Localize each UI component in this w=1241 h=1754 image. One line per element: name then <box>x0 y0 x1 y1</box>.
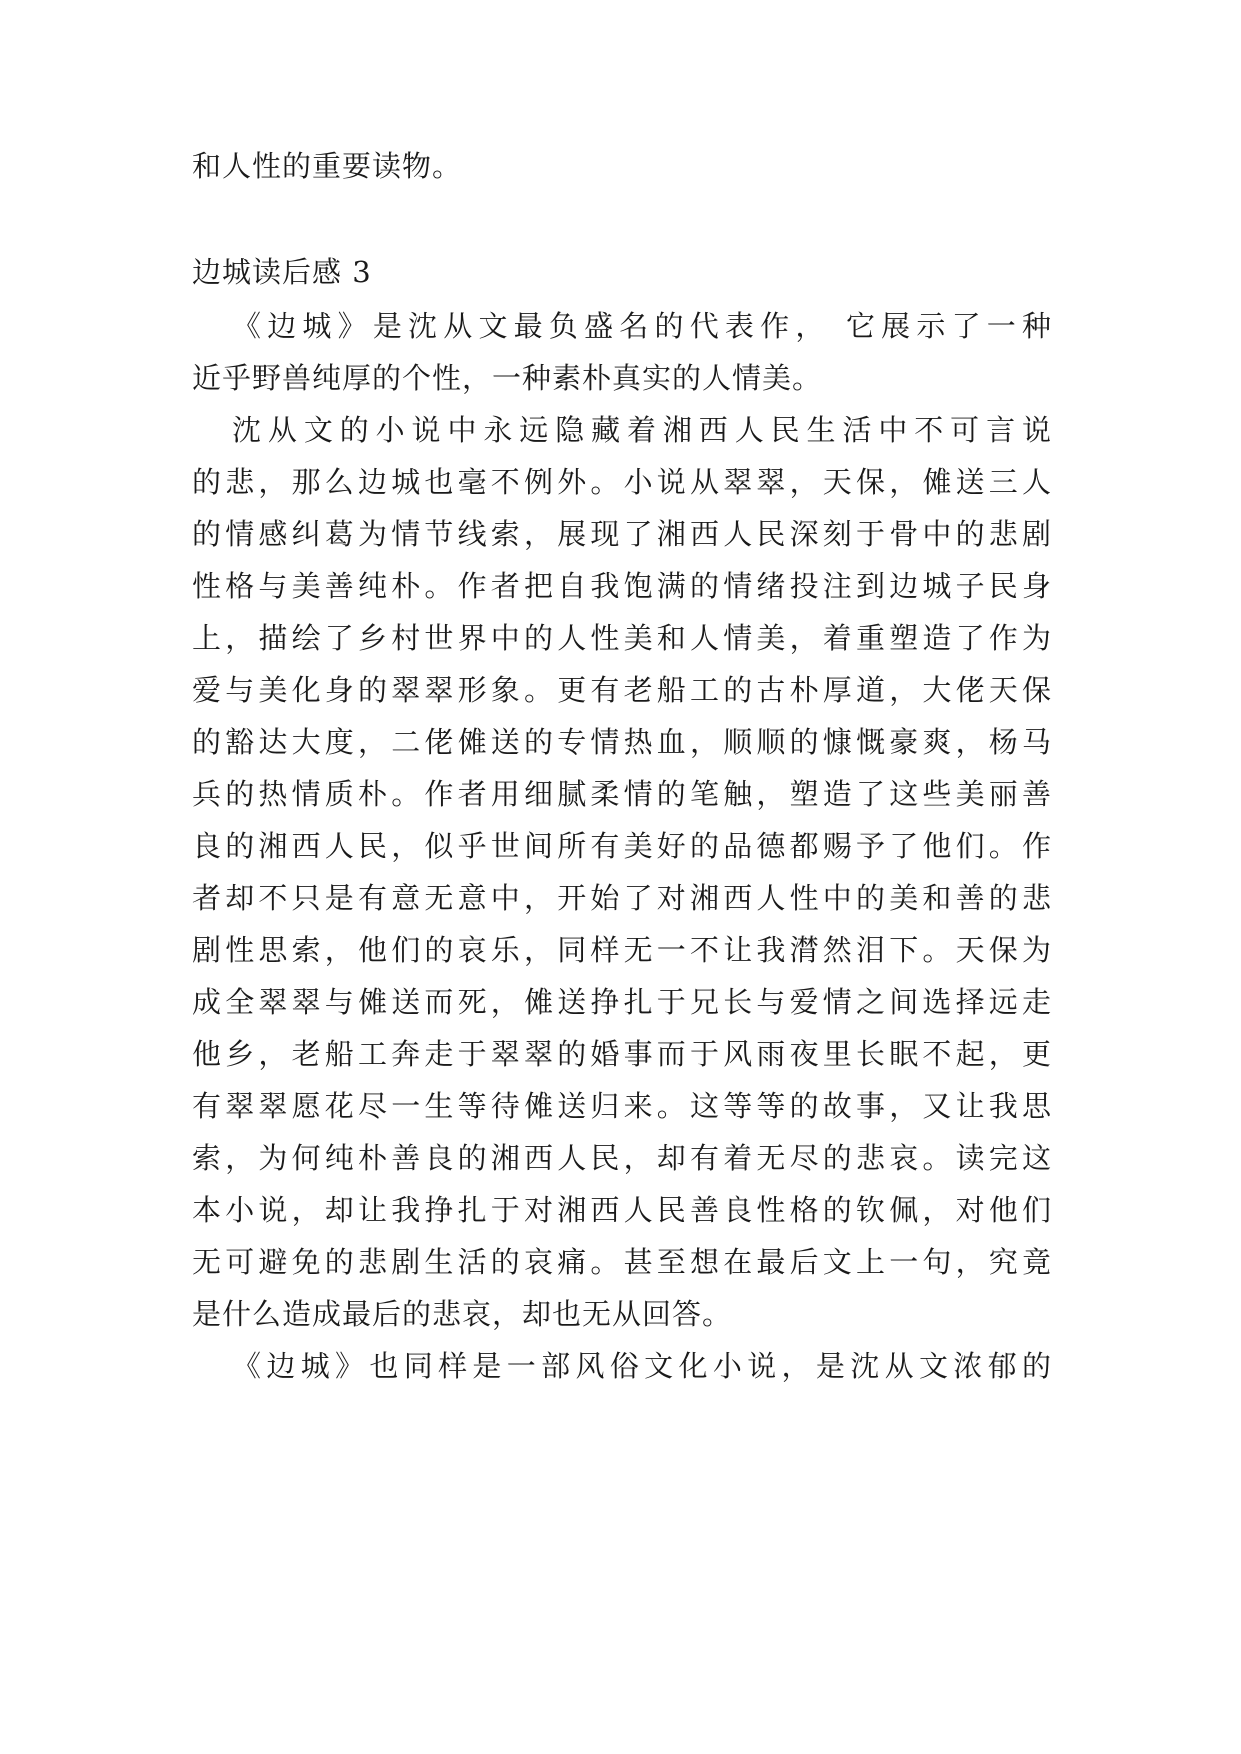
paragraph-line: 有翠翠愿花尽一生等待傩送归来。这等等的故事，又让我思 <box>192 1089 1052 1123</box>
paragraph-line: 剧性思索，他们的哀乐，同样无一不让我潸然泪下。天保为 <box>192 933 1052 967</box>
paragraph-line: 成全翠翠与傩送而死，傩送挣扎于兄长与爱情之间选择远走 <box>192 985 1052 1019</box>
paragraph-line: 《边城》是沈从文最负盛名的代表作， 它展示了一种 <box>232 309 1052 343</box>
paragraph-line: 的豁达大度，二佬傩送的专情热血，顺顺的慷慨豪爽，杨马 <box>192 725 1052 759</box>
intro-line: 和人性的重要读物。 <box>192 149 463 183</box>
paragraph-line: 无可避免的悲剧生活的哀痛。甚至想在最后文上一句，究竟 <box>192 1245 1052 1279</box>
paragraph-line: 沈从文的小说中永远隐藏着湘西人民生活中不可言说 <box>232 413 1052 447</box>
paragraph-line: 的情感纠葛为情节线索，展现了湘西人民深刻于骨中的悲剧 <box>192 517 1052 551</box>
paragraph-line: 上，描绘了乡村世界中的人性美和人情美，着重塑造了作为 <box>192 621 1052 655</box>
paragraph-line: 性格与美善纯朴。作者把自我饱满的情绪投注到边城子民身 <box>192 569 1052 603</box>
paragraph-line: 本小说，却让我挣扎于对湘西人民善良性格的钦佩，对他们 <box>192 1193 1052 1227</box>
paragraph-line: 者却不只是有意无意中，开始了对湘西人性中的美和善的悲 <box>192 881 1052 915</box>
paragraph-line: 《边城》也同样是一部风俗文化小说，是沈从文浓郁的 <box>232 1349 1052 1383</box>
section-title: 边城读后感 3 <box>192 255 372 289</box>
paragraph-line: 他乡，老船工奔走于翠翠的婚事而于风雨夜里长眠不起，更 <box>192 1037 1052 1071</box>
paragraph-line: 的悲，那么边城也毫不例外。小说从翠翠，天保，傩送三人 <box>192 465 1052 499</box>
paragraph-line: 良的湘西人民，似乎世间所有美好的品德都赐予了他们。作 <box>192 829 1052 863</box>
paragraph-line: 是什么造成最后的悲哀，却也无从回答。 <box>192 1297 733 1331</box>
paragraph-line: 兵的热情质朴。作者用细腻柔情的笔触，塑造了这些美丽善 <box>192 777 1052 811</box>
paragraph-line: 索，为何纯朴善良的湘西人民，却有着无尽的悲哀。读完这 <box>192 1141 1052 1175</box>
paragraph-line: 近乎野兽纯厚的个性，一种素朴真实的人情美。 <box>192 361 823 395</box>
paragraph-line: 爱与美化身的翠翠形象。更有老船工的古朴厚道，大佬天保 <box>192 673 1052 707</box>
